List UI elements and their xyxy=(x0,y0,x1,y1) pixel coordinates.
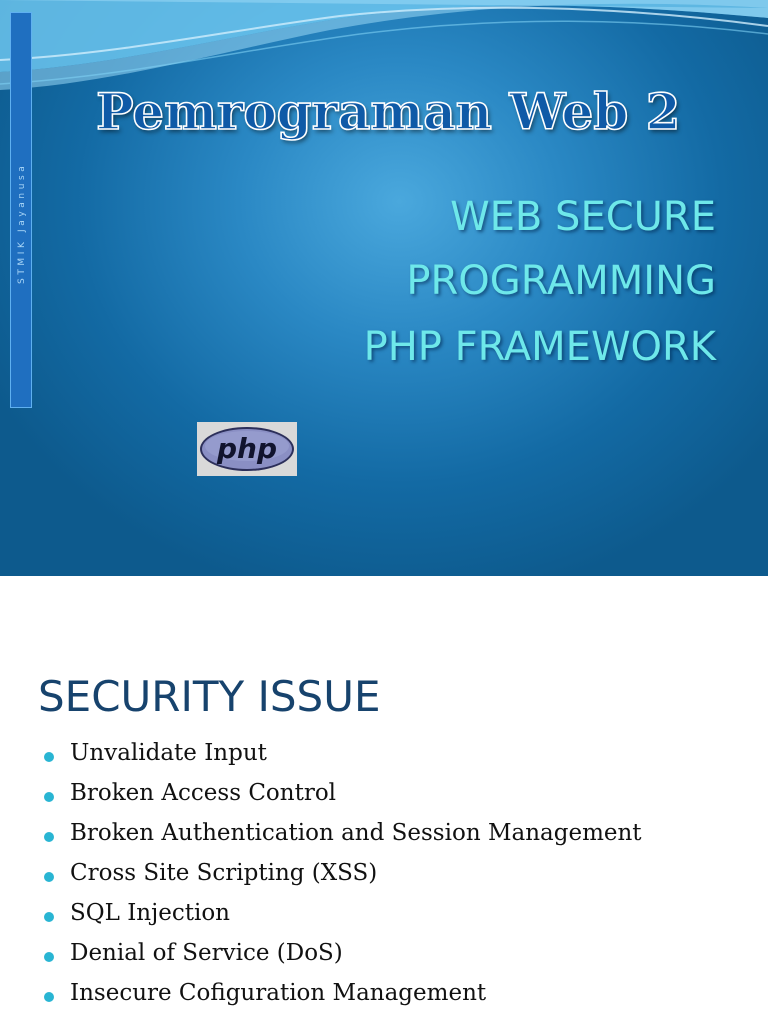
subtitle-line-1: WEB SECURE xyxy=(450,194,716,240)
side-bar xyxy=(10,12,32,408)
list-item-text: Cross Site Scripting (XSS) xyxy=(70,860,378,886)
bullet-icon xyxy=(44,872,54,882)
subtitle-line-3: PHP FRAMEWORK xyxy=(363,324,716,370)
list-item xyxy=(40,900,642,940)
bullet-icon xyxy=(44,752,54,762)
subtitle-line-2: PROGRAMMING xyxy=(406,258,716,304)
list-item-text: Denial of Service (DoS) xyxy=(70,940,343,966)
bullet-icon xyxy=(44,992,54,1002)
list-item-text: Unvalidate Input xyxy=(70,740,267,766)
section-title: SECURITY ISSUE xyxy=(38,672,381,721)
list-item xyxy=(40,860,642,900)
slide-title: Pemrograman Web 2 xyxy=(96,82,681,141)
content-slide xyxy=(0,576,768,1024)
list-item xyxy=(40,780,642,820)
list-item xyxy=(40,940,642,980)
bullet-list xyxy=(40,740,642,1020)
bullet-icon xyxy=(44,912,54,922)
list-item-text: Broken Authentication and Session Management xyxy=(70,820,642,846)
bullet-icon xyxy=(44,832,54,842)
list-item-text: Insecure Cofiguration Management xyxy=(70,980,487,1006)
list-item-text: Broken Access Control xyxy=(70,780,337,806)
list-item xyxy=(40,820,642,860)
bullet-icon xyxy=(44,952,54,962)
list-item xyxy=(40,980,642,1020)
php-logo-icon xyxy=(197,422,297,476)
bullet-icon xyxy=(44,792,54,802)
php-logo-text: php xyxy=(216,432,278,465)
side-bar-label: STMIK Jayanusa xyxy=(17,162,27,284)
list-item xyxy=(40,740,642,780)
list-item-text: SQL Injection xyxy=(70,900,230,926)
